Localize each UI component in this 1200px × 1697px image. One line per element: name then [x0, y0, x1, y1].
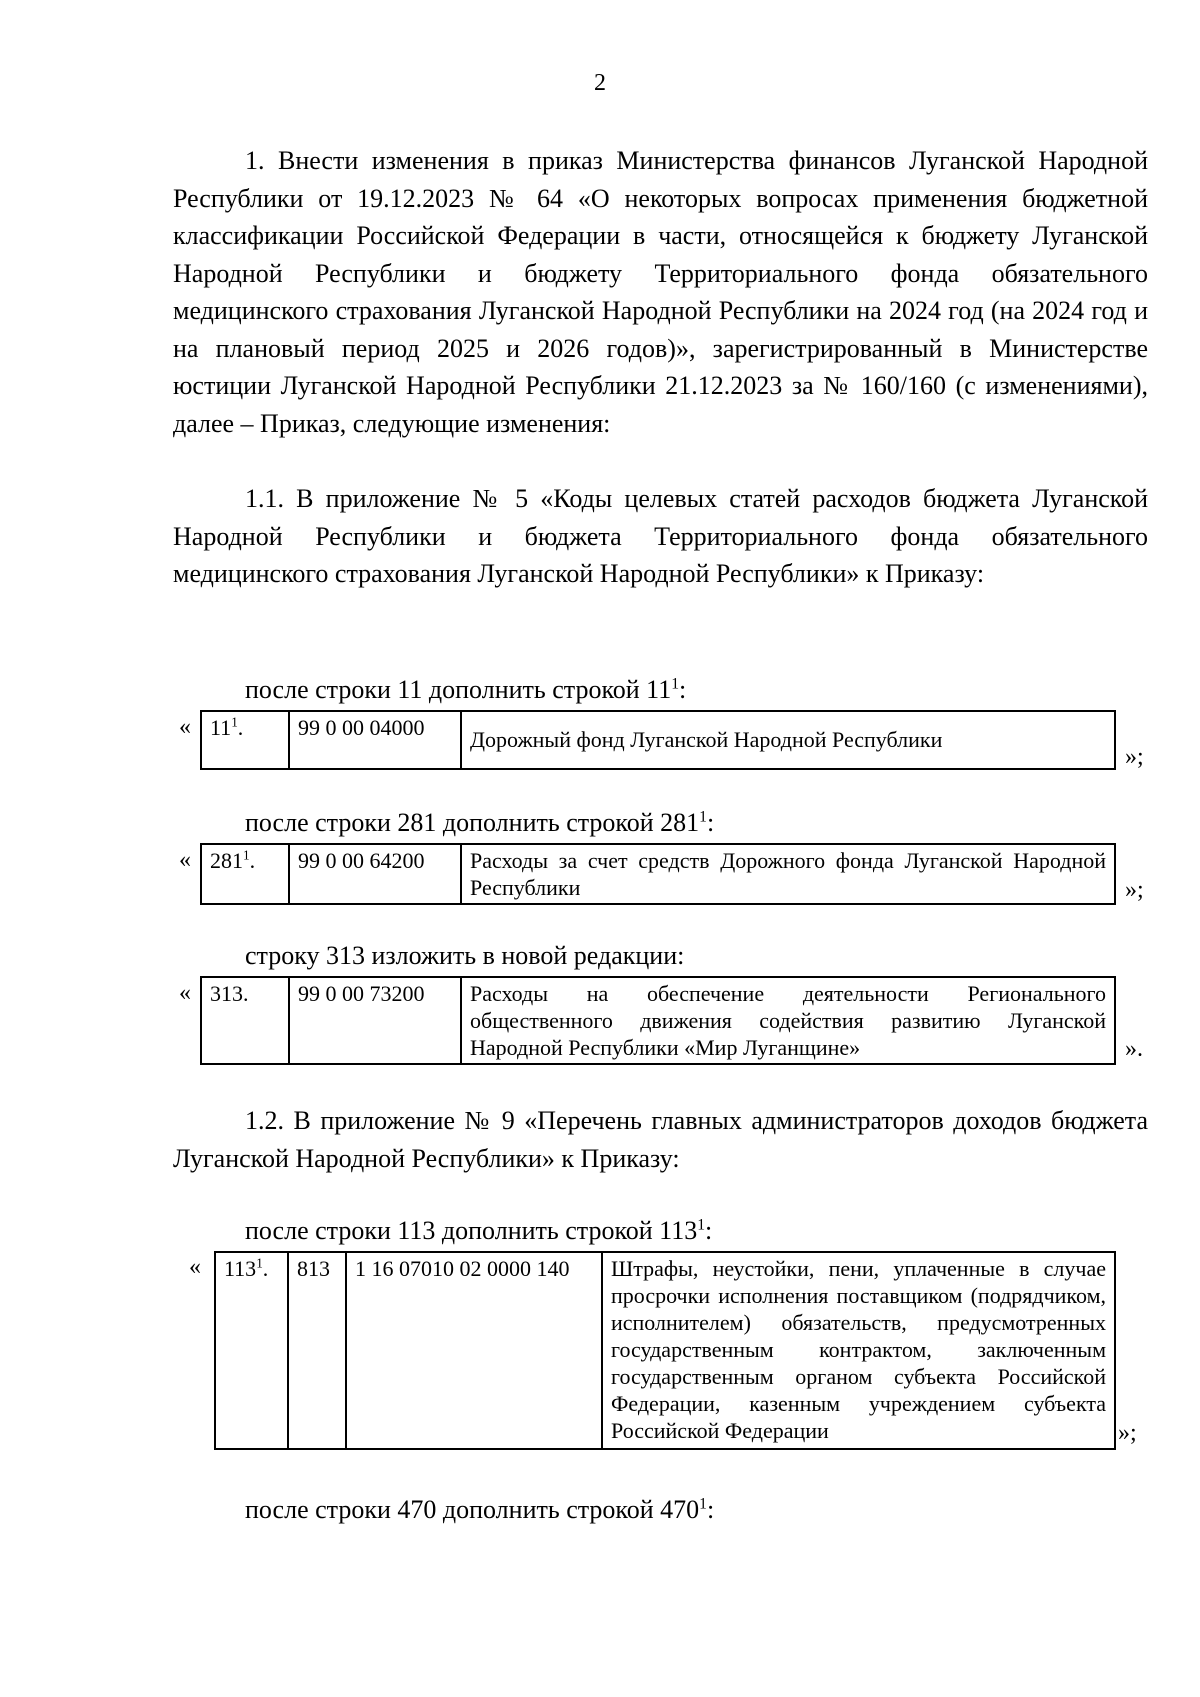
quote-open: « [179, 714, 191, 740]
row-number-cell: $281^1$. [201, 844, 289, 904]
amendment-table [200, 843, 1116, 905]
paragraph-1 [173, 142, 1148, 442]
quote-close: ». [1125, 1036, 1143, 1062]
amendment-intro: строку 313 изложить в новой редакции: [245, 941, 685, 970]
quote-open: « [189, 1254, 201, 1280]
admin-code-cell: 813 [288, 1252, 346, 1449]
quote-open: « [179, 847, 191, 873]
amendment-intro: после строки 281 дополнить строкой $281^1$: [245, 808, 715, 837]
quote-close: »; [1125, 744, 1144, 770]
amendment-intro: после строки 11 дополнить строкой $11^1$: [245, 675, 687, 704]
table-row [201, 977, 1115, 1064]
amendment-table [200, 710, 1116, 770]
row-number-cell: 313. [201, 977, 289, 1064]
code-cell: 99 0 00 64200 [289, 844, 461, 904]
amendment-table [214, 1251, 1116, 1450]
paragraph-1-1 [173, 480, 1148, 593]
code-cell: 99 0 00 04000 [289, 711, 461, 769]
description-cell: Штрафы, неустойки, пени, уплаченные в случае просрочки исполнения поставщиком (подрядчиком, исполнителем) обязательств, предусмотренных государственным контрактом, заключенным государственным органом субъекта Российской Федерации, казенным учреждением субъекта Российской Федерации [602, 1252, 1115, 1449]
table-row [215, 1252, 1115, 1449]
paragraph-1-2-text: 1.2. В приложение № 9 «Перечень главных администраторов доходов бюджета Луганской Народной Республики» к Приказу: [173, 1106, 1148, 1173]
paragraph-1-2 [173, 1102, 1148, 1177]
quote-close: »; [1125, 877, 1144, 903]
amendment-table [200, 976, 1116, 1065]
amendment-intro: после строки 113 дополнить строкой $113^1$: [245, 1216, 713, 1245]
quote-open: « [179, 980, 191, 1006]
paragraph-1-text: 1. Внести изменения в приказ Министерства финансов Луганской Народной Республики от 19.12.2023 № 64 «О некоторых вопросах применения бюджетной классификации Российской Федерации в части, относящейся к бюджету Луганской Народной Республики и бюджету Территориального фонда обязательного медицинского страхования Луганской Народной Республики на 2024 год (на 2024 год и на плановый период 2025 и 2026 годов)», зарегистрированный в Министерстве юстиции Луганской Народной Республики 21.12.2023 за № 160/160 (с изменениями), далее – Приказ, следующие изменения: [173, 146, 1148, 438]
row-number-cell: $113^1$. [215, 1252, 288, 1449]
table-row [201, 711, 1115, 769]
page-number: 2 [594, 70, 606, 96]
quote-close: »; [1118, 1420, 1137, 1446]
paragraph-1-1-text: 1.1. В приложение № 5 «Коды целевых статей расходов бюджета Луганской Народной Республики и бюджета Территориального фонда обязательного медицинского страхования Луганской Народной Республики» к Приказу: [173, 484, 1148, 588]
description-cell: Расходы за счет средств Дорожного фонда Луганской Народной Республики [461, 844, 1115, 904]
row-number-cell: $11^1$. [201, 711, 289, 769]
table-row [201, 844, 1115, 904]
description-cell: Расходы на обеспечение деятельности Регионального общественного движения содействия развитию Луганской Народной Республики «Мир Луганщине» [461, 977, 1115, 1064]
code-cell: 99 0 00 73200 [289, 977, 461, 1064]
description-cell: Дорожный фонд Луганской Народной Республики [461, 711, 1115, 769]
code-cell: 1 16 07010 02 0000 140 [346, 1252, 602, 1449]
amendment-intro: после строки 470 дополнить строкой $470^1$: [245, 1495, 715, 1524]
